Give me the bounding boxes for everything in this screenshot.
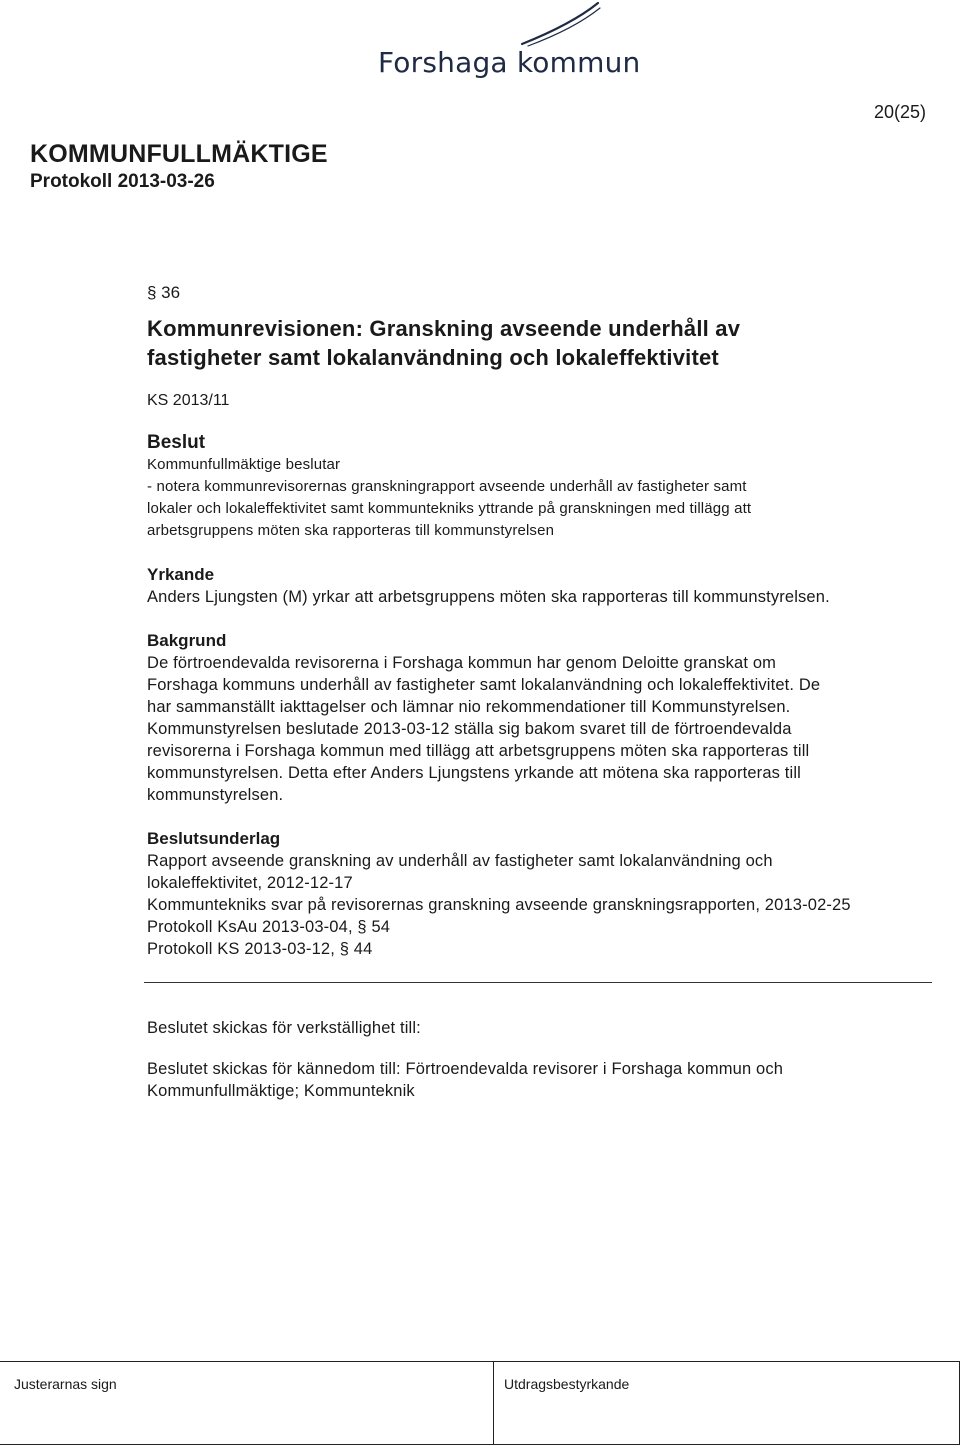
text-line: lokaler och lokaleffektivitet samt kommuntekniks yttrande på granskningen med tillägg att: [147, 500, 752, 517]
item-title-line: fastigheter samt lokalanvändning och lokaleffektivitet: [147, 345, 719, 370]
text-line: kommunstyrelsen.: [147, 786, 284, 804]
beslutsunderlag-list: [147, 850, 937, 960]
text-line: Kommunstyrelsen beslutade 2013-03-12 ställa sig bakom svaret till de förtroendevalda: [147, 720, 792, 738]
text-line: Protokoll KsAu 2013-03-04, § 54: [147, 918, 391, 936]
text-line: Protokoll KS 2013-03-12, § 44: [147, 940, 373, 958]
text-line: revisorerna i Forshaga kommun med tillägg att arbetsgruppens möten ska rapporteras till: [147, 742, 810, 760]
page-number: 20(25): [873, 102, 926, 122]
text-line: har sammanställt iakttagelser och lämnar nio rekommendationer till Kommunstyrelsen.: [147, 698, 791, 716]
justerarnas-sign-label: Justerarnas sign: [14, 1376, 117, 1392]
document-title: KOMMUNFULLMÄKTIGE: [30, 140, 328, 168]
bakgrund-text: [147, 652, 937, 806]
section-number: § 36: [147, 283, 181, 302]
utdragsbestyrkande-label: Utdragsbestyrkande: [504, 1376, 630, 1392]
text-line: lokaleffektivitet, 2012-12-17: [147, 874, 353, 892]
logo-text: Forshaga kommun: [378, 46, 641, 79]
signature-footer: [0, 1361, 959, 1445]
text-line: Kommunfullmäktige beslutar: [147, 456, 341, 473]
text-line: Rapport avseende granskning av underhåll av fastigheter samt lokalanvändning och: [147, 852, 773, 870]
distribution: [147, 1017, 783, 1102]
beslut-text: [147, 454, 937, 542]
item-title: [147, 314, 937, 372]
text-line: De förtroendevalda revisorerna i Forshaga kommun har genom Deloitte granskat om: [147, 654, 777, 672]
kannedom-line: Beslutet skickas för kännedom till: Förtroendevalda revisorer i Forshaga kommun och: [147, 1060, 784, 1078]
protocol-item: [147, 282, 937, 960]
section-divider: [144, 982, 932, 983]
text-line: - notera kommunrevisorernas granskningrapport avseende underhåll av fastigheter samt: [147, 478, 747, 495]
beslutsunderlag-heading: Beslutsunderlag: [147, 829, 281, 848]
beslut-heading: Beslut: [147, 432, 206, 453]
item-title-line: Kommunrevisionen: Granskning avseende underhåll av: [147, 316, 741, 341]
document-subtitle: Protokoll 2013-03-26: [30, 171, 215, 192]
verkstallighet-line: Beslutet skickas för verkställighet till:: [147, 1019, 421, 1037]
bakgrund-heading: Bakgrund: [147, 631, 227, 650]
text-line: Kommuntekniks svar på revisorernas granskning avseende granskningsrapporten, 2013-02-25: [147, 896, 851, 914]
text-line: arbetsgruppens möten ska rapporteras till kommunstyrelsen: [147, 522, 555, 539]
text-line: Anders Ljungsten (M) yrkar att arbetsgruppens möten ska rapporteras till kommunstyrelsen.: [147, 588, 830, 606]
forshaga-logo: [372, 0, 641, 88]
text-line: Forshaga kommuns underhåll av fastigheter samt lokalanvändning och lokaleffektivitet. De: [147, 676, 821, 694]
text-line: kommunstyrelsen. Detta efter Anders Ljungstens yrkande att mötena ska rapporteras till: [147, 764, 801, 782]
kannedom-line: Kommunfullmäktige; Kommunteknik: [147, 1082, 415, 1100]
case-number: KS 2013/11: [147, 392, 230, 409]
yrkande-heading: Yrkande: [147, 565, 215, 584]
footer-divider: [493, 1361, 494, 1445]
